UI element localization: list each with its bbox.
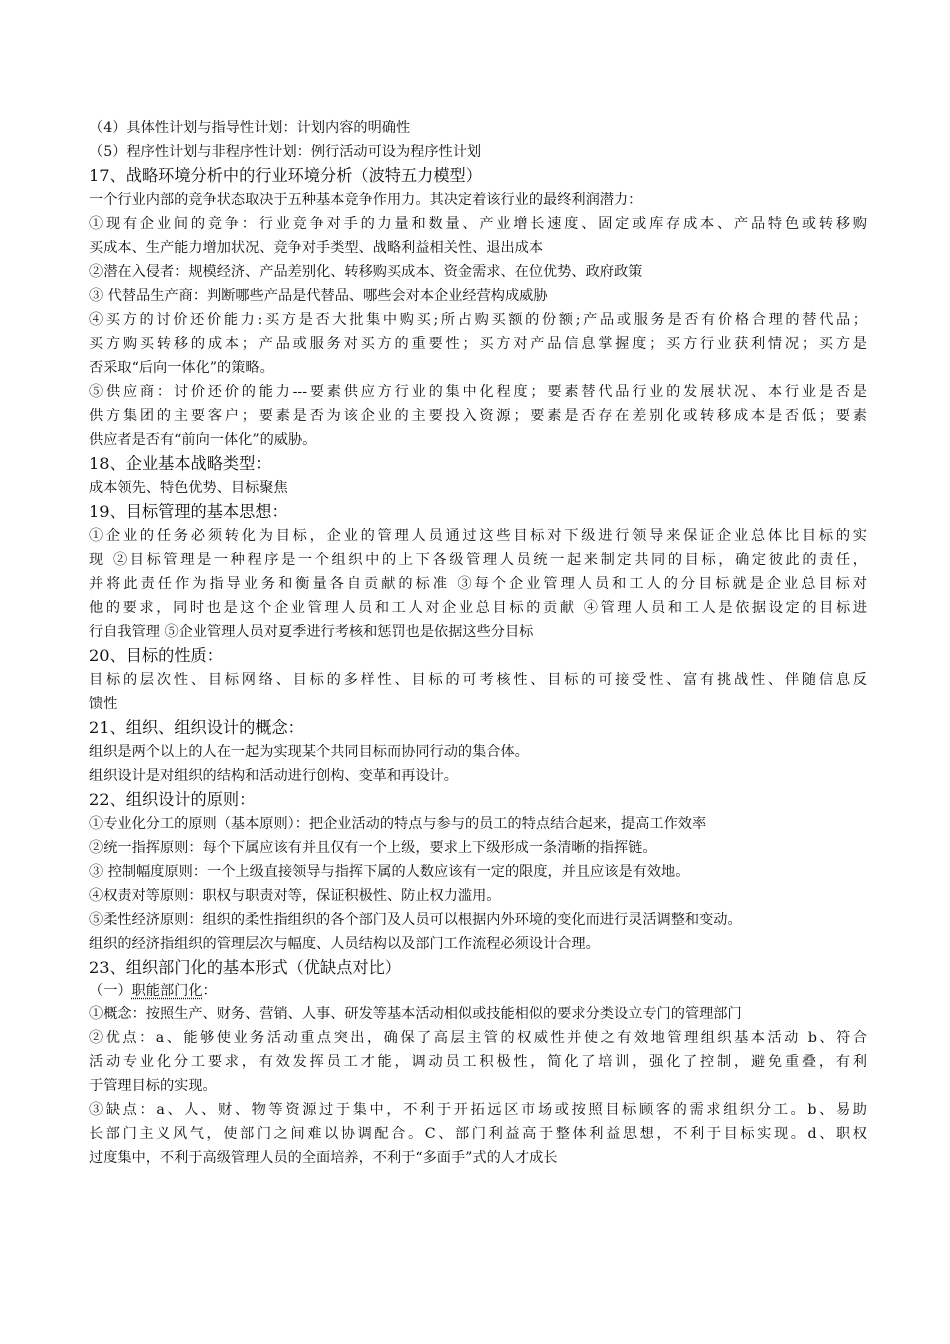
paragraph-line: ①企业的任务必须转化为目标，企业的管理人员通过这些目标对下级进行领导来保证企业总体比目标的实 (89, 528, 867, 544)
paragraph-line: 长部门主义风气，使部门之间难以协调配合。C、部门利益高于整体利益思想，不利于目标实现。d、职权 (89, 1126, 867, 1142)
document-body (89, 116, 867, 1170)
paragraph-line: ④买方的讨价还价能力:买方是否大批集中购买;所占购买额的份额;产品或服务是否有价格合理的替代品； (89, 312, 867, 328)
subsection-suffix: ： (202, 983, 217, 999)
section-heading: 23、组织部门化的基本形式（优缺点对比） (89, 958, 401, 977)
text-line: 组织是两个以上的人在一起为实现某个共同目标而协同行动的集合体。 (89, 744, 529, 760)
paragraph-line: 并将此责任作为指导业务和衡量各自贡献的标准 ③每个企业管理人员和工人的分目标就是企业总目标对 (89, 576, 867, 592)
text-line: （4）具体性计划与指导性计划：计划内容的明确性 (89, 120, 411, 136)
paragraph-line: ⑤供应商：讨价还价的能力---要素供应方行业的集中化程度；要素替代品行业的发展状况、本行业是否是 (89, 384, 867, 400)
text-line: ①专业化分工的原则（基本原则）：把企业活动的特点与参与的员工的特点结合起来，提高工作效率 (89, 816, 707, 832)
paragraph (89, 308, 867, 380)
paragraph-line: 馈性 (89, 696, 118, 712)
paragraph-line: 买成本、生产能力增加状况、竞争对手类型、战略利益相关性、退出成本 (89, 240, 544, 256)
section-heading: 17、战略环境分析中的行业环境分析（波特五力模型） (89, 166, 482, 185)
text-line: 组织设计是对组织的结构和活动进行创构、变革和再设计。 (89, 768, 458, 784)
paragraph-line: 现 ②目标管理是一种程序是一个组织中的上下各级管理人员统一起来制定共同的目标，确定彼此的责任， (89, 552, 867, 568)
text-line: ④权责对等原则：职权与职责对等，保证积极性、防止权力滥用。 (89, 888, 501, 904)
paragraph (89, 1098, 867, 1170)
text-line: ③ 控制幅度原则：一个上级直接领导与指挥下属的人数应该有一定的限度，并且应该是有效地。 (89, 864, 690, 880)
text-line: ⑤柔性经济原则：组织的柔性指组织的各个部门及人员可以根据内外环境的变化而进行灵活调整和变动。 (89, 912, 742, 928)
section-heading: 22、组织设计的原则： (89, 790, 256, 809)
subsection-title: 职能部门化 (131, 983, 203, 999)
text-line: ①概念：按照生产、财务、营销、人事、研发等基本活动相似或技能相似的要求分类设立专门的管理部门 (89, 1006, 742, 1022)
text-line: ②统一指挥原则：每个下属应该有并且仅有一个上级，要求上下级形成一条清晰的指挥链。 (89, 840, 657, 856)
paragraph-line: 否采取“后向一体化”的策略。 (89, 360, 274, 376)
paragraph-line: ①现有企业间的竞争：行业竞争对手的力量和数量、产业增长速度、固定或库存成本、产品特色或转移购 (89, 216, 867, 232)
text-line: 成本领先、特色优势、目标聚焦 (89, 480, 288, 496)
text-line: 组织的经济指组织的管理层次与幅度、人员结构以及部门工作流程必须设计合理。 (89, 936, 600, 952)
paragraph-line: 供应者是否有“前向一体化”的威胁。 (89, 432, 317, 448)
paragraph-line: 过度集中，不利于高级管理人员的全面培养，不利于“多面手”式的人才成长 (89, 1150, 558, 1166)
paragraph-line: 目标的层次性、目标网络、目标的多样性、目标的可考核性、目标的可接受性、富有挑战性、伴随信息反 (89, 672, 867, 688)
paragraph-line: 行自我管理 ⑤企业管理人员对夏季进行考核和惩罚也是依据这些分目标 (89, 624, 534, 640)
paragraph (89, 668, 867, 716)
paragraph (89, 1026, 867, 1098)
paragraph-line: 他的要求，同时也是这个企业管理人员和工人对企业总目标的贡献 ④管理人员和工人是依据设定的目标进 (89, 600, 867, 616)
paragraph (89, 212, 867, 260)
section-heading: 18、企业基本战略类型： (89, 454, 272, 473)
text-line: （5）程序性计划与非程序性计划：例行活动可设为程序性计划 (89, 144, 482, 160)
paragraph-line: 于管理目标的实现。 (89, 1078, 217, 1094)
text-line: ③ 代替品生产商：判断哪些产品是代替品、哪些会对本企业经营构成威胁 (89, 288, 548, 304)
text-line: 一个行业内部的竞争状态取决于五种基本竞争作用力。其决定着该行业的最终利润潜力： (89, 192, 643, 208)
subsection-prefix: （一） (89, 983, 132, 999)
section-heading: 21、组织、组织设计的概念： (89, 718, 304, 737)
paragraph (89, 524, 867, 644)
paragraph (89, 380, 867, 452)
paragraph-line: 供方集团的主要客户；要素是否为该企业的主要投入资源；要素是否存在差别化或转移成本是否低；要素 (89, 408, 867, 424)
paragraph-line: ②优点：a、能够使业务活动重点突出，确保了高层主管的权威性并使之有效地管理组织基本活动 b、符合 (89, 1030, 867, 1046)
paragraph-line: 买方购买转移的成本；产品或服务对买方的重要性；买方对产品信息掌握度；买方行业获利情况；买方是 (89, 336, 867, 352)
paragraph-line: ③缺点：a、人、财、物等资源过于集中，不利于开拓远区市场或按照目标顾客的需求组织分工。b、易助 (89, 1102, 867, 1118)
section-heading: 19、目标管理的基本思想： (89, 502, 288, 521)
text-line: ②潜在入侵者：规模经济、产品差别化、转移购买成本、资金需求、在位优势、政府政策 (89, 264, 643, 280)
section-heading: 20、目标的性质： (89, 646, 223, 665)
subsection-heading (89, 980, 867, 1002)
paragraph-line: 活动专业化分工要求，有效发挥员工才能，调动员工积极性，简化了培训，强化了控制，避免重叠，有利 (89, 1054, 867, 1070)
